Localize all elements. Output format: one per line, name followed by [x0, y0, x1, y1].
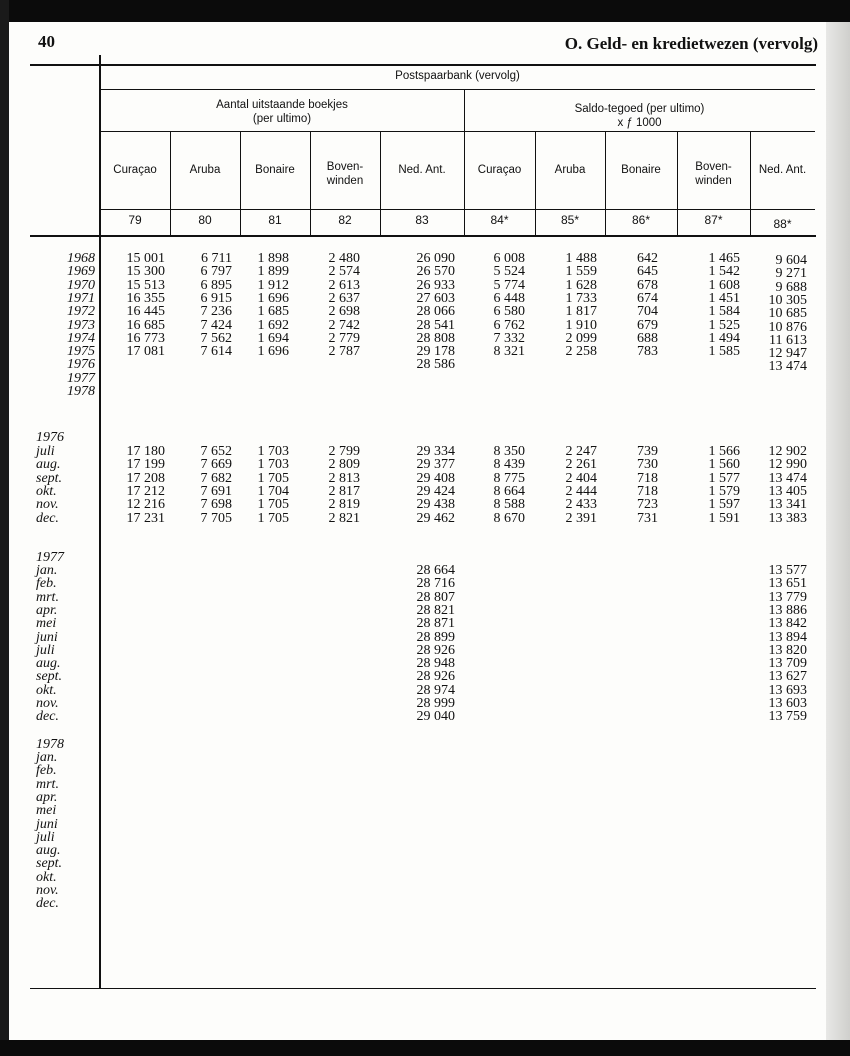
- row-label: feb.: [36, 763, 57, 779]
- row-label: apr.: [36, 602, 58, 618]
- table-cell: 29 040: [416, 709, 455, 725]
- row-label: juli: [36, 444, 55, 459]
- table-cell: 1 566: [708, 444, 740, 459]
- table-cell: 1 577: [708, 470, 740, 486]
- table-cell: 28 999: [416, 696, 455, 711]
- table-cell: 17 231: [126, 510, 165, 526]
- column-header: Aruba: [189, 164, 221, 176]
- table-cell: 15 300: [126, 264, 165, 280]
- table-cell: 2 742: [328, 317, 360, 333]
- table-cell: 28 821: [416, 602, 455, 618]
- column-number: 80: [198, 213, 212, 227]
- table-cell: 29 462: [416, 510, 455, 526]
- row-label: 1972: [67, 304, 95, 320]
- table-cell: 13 577: [768, 563, 807, 578]
- table-cell: 2 813: [328, 470, 360, 486]
- row-label: okt.: [36, 483, 57, 499]
- table-cell: 13 603: [768, 696, 807, 711]
- table-cell: 718: [637, 483, 658, 499]
- table-cell: 6 797: [200, 264, 232, 280]
- column-number: 85*: [560, 213, 580, 227]
- table-cell: 13 693: [768, 682, 807, 698]
- table-cell: 642: [637, 251, 658, 266]
- table-cell: 13 894: [768, 629, 807, 645]
- row-label: apr.: [36, 789, 58, 805]
- table-cell: 1 579: [708, 483, 740, 499]
- column-header: Ned. Ant.: [398, 164, 446, 176]
- group-header-saldo: [464, 102, 815, 130]
- table-cell: 2 258: [565, 344, 597, 360]
- group-label: Saldo-tegoed (per ultimo): [574, 103, 705, 115]
- column-header: Curaçao: [477, 164, 522, 176]
- column-header: Boven- winden: [326, 161, 364, 187]
- row-label: nov.: [36, 696, 59, 711]
- row-label: 1974: [67, 330, 95, 346]
- table-cell: 645: [637, 264, 658, 280]
- table-cell: 1 703: [257, 444, 289, 459]
- table-cell: 9 688: [775, 279, 807, 295]
- table-cell: 13 627: [768, 669, 807, 685]
- table-cell: 13 474: [768, 470, 807, 486]
- table-cell: 1 696: [257, 290, 289, 306]
- table-cell: 28 871: [416, 616, 455, 632]
- row-label: aug.: [36, 656, 61, 672]
- table-cell: 2 809: [328, 457, 360, 473]
- table-cell: 8 350: [493, 444, 525, 459]
- table-cell: 7 691: [200, 483, 232, 499]
- table-cell: 9 271: [775, 266, 807, 282]
- column-header: Boven- winden: [695, 161, 732, 187]
- table-cell: 17 180: [126, 444, 165, 459]
- table-cell: 11 613: [769, 332, 807, 348]
- column-number: 83: [415, 213, 429, 227]
- row-label: okt.: [36, 682, 57, 698]
- table-cell: 674: [637, 290, 658, 306]
- table-cell: 13 886: [768, 602, 807, 618]
- table-cell: 2 247: [565, 444, 597, 459]
- block-heading: 1978: [36, 737, 64, 752]
- table-cell: 13 779: [768, 589, 807, 605]
- scan-border-top: [0, 0, 850, 22]
- table-cell: 1 733: [565, 290, 597, 306]
- page-gutter-shadow: [826, 22, 850, 1040]
- row-label: 1976: [67, 357, 95, 373]
- table-cell: 17 081: [126, 344, 165, 360]
- table-cell: 17 208: [126, 470, 165, 486]
- row-label: nov.: [36, 883, 59, 898]
- table-cell: 2 099: [565, 330, 597, 346]
- table-top-rule: [30, 64, 816, 66]
- row-label: jan.: [36, 750, 58, 765]
- header-bottom-rule: [30, 235, 816, 237]
- row-label: dec.: [36, 896, 59, 912]
- table-cell: 13 709: [768, 656, 807, 672]
- table-cell: 13 405: [768, 483, 807, 499]
- row-label: juli: [36, 829, 55, 845]
- table-cell: 1 898: [257, 251, 289, 266]
- table-cell: 2 261: [565, 457, 597, 473]
- row-label: sept.: [36, 856, 63, 872]
- table-cell: 13 383: [768, 510, 807, 526]
- table-cell: 28 664: [416, 563, 455, 578]
- table-cell: 28 808: [416, 330, 455, 346]
- table-cell: 7 682: [200, 470, 232, 486]
- table-cell: 8 775: [493, 470, 525, 486]
- table-cell: 28 541: [416, 317, 455, 333]
- row-label: sept.: [36, 470, 63, 486]
- row-label: mei: [36, 803, 57, 819]
- table-cell: 7 669: [200, 457, 232, 473]
- chapter-title: O. Geld- en kredietwezen (vervolg): [564, 34, 818, 53]
- table-cell: 26 090: [416, 251, 455, 266]
- row-label: 1971: [67, 290, 95, 306]
- table-cell: 2 480: [328, 251, 360, 266]
- table-cell: 13 842: [768, 616, 807, 632]
- table-cell: 8 588: [493, 497, 525, 513]
- table-cell: 28 716: [416, 576, 455, 592]
- row-label: jan.: [36, 563, 58, 578]
- table-cell: 2 433: [565, 497, 597, 513]
- table-cell: 2 637: [328, 290, 360, 306]
- table-cell: 1 465: [708, 251, 740, 266]
- column-number: 88*: [773, 217, 792, 231]
- table-cell: 12 990: [768, 457, 807, 473]
- table-cell: 678: [637, 277, 658, 293]
- column-number: 87*: [704, 213, 723, 227]
- table-cell: 679: [637, 317, 658, 333]
- row-label: aug.: [36, 843, 61, 859]
- table-cell: 10 305: [768, 292, 807, 308]
- table-cell: 28 586: [416, 357, 455, 373]
- rule: [100, 89, 815, 90]
- table-cell: 7 424: [200, 317, 232, 333]
- table-cell: 1 597: [708, 497, 740, 513]
- column-header: Bonaire: [621, 164, 661, 176]
- table-cell: 29 377: [416, 457, 455, 473]
- table-cell: 739: [637, 444, 658, 459]
- table-cell: 704: [637, 304, 658, 320]
- table-cell: 2 821: [328, 510, 360, 526]
- table-cell: 28 926: [416, 669, 455, 685]
- table-cell: 730: [637, 457, 658, 473]
- table-cell: 28 948: [416, 656, 455, 672]
- table-cell: 688: [637, 330, 658, 346]
- column-header: Ned. Ant.: [758, 164, 807, 176]
- table-cell: 2 817: [328, 483, 360, 499]
- table-cell: 783: [637, 344, 658, 360]
- table-cell: 16 355: [126, 290, 165, 306]
- table-cell: 2 799: [328, 444, 360, 459]
- table-cell: 28 974: [416, 682, 455, 698]
- table-cell: 28 807: [416, 589, 455, 605]
- table-cell: 13 341: [768, 497, 807, 513]
- group-header-boekjes: [100, 98, 464, 126]
- table-cell: 1 692: [257, 317, 289, 333]
- table-cell: 29 438: [416, 497, 455, 513]
- table-cell: 2 698: [328, 304, 360, 320]
- table-cell: 1 705: [257, 470, 289, 486]
- table-cell: 29 424: [416, 483, 455, 499]
- table-cell: 1 685: [257, 304, 289, 320]
- row-label: okt.: [36, 869, 57, 885]
- table-cell: 6 580: [493, 304, 525, 320]
- column-number: 86*: [631, 213, 651, 227]
- row-label: 1977: [67, 370, 95, 386]
- table-cell: 17 199: [126, 457, 165, 473]
- table-cell: 16 685: [126, 317, 165, 333]
- row-label: 1969: [67, 264, 95, 280]
- row-label: sept.: [36, 669, 63, 685]
- row-label: mrt.: [36, 589, 59, 605]
- table-cell: 6 915: [200, 290, 232, 306]
- table-cell: 13 759: [768, 709, 807, 725]
- table-cell: 2 613: [328, 277, 360, 293]
- row-label: juli: [36, 642, 55, 658]
- row-label: 1975: [67, 344, 95, 360]
- table-cell: 1 525: [708, 317, 740, 333]
- table-cell: 7 332: [493, 330, 525, 346]
- block-heading: 1976: [36, 430, 64, 445]
- table-cell: 6 448: [493, 290, 525, 306]
- column-header: Aruba: [554, 164, 586, 176]
- table-cell: 1 696: [257, 344, 289, 360]
- table-cell: 6 895: [200, 277, 232, 293]
- rule: [100, 131, 815, 132]
- table-cell: 7 698: [200, 497, 232, 513]
- table-cell: 1 705: [257, 497, 289, 513]
- table-cell: 1 628: [565, 277, 597, 293]
- table-cell: 1 705: [257, 510, 289, 526]
- column-header: Curaçao: [113, 164, 157, 176]
- group-sublabel: x ƒ 1000: [617, 117, 662, 129]
- row-label: dec.: [36, 510, 59, 526]
- table-cell: 15 001: [126, 251, 165, 266]
- table-cell: 28 899: [416, 629, 455, 645]
- table-cell: 29 334: [416, 444, 455, 459]
- table-cell: 1 910: [565, 317, 597, 333]
- table-cell: 2 787: [328, 344, 360, 360]
- table-cell: 9 604: [775, 253, 807, 268]
- table-cell: 2 779: [328, 330, 360, 346]
- table-cell: 1 560: [708, 457, 740, 473]
- table-cell: 723: [637, 497, 658, 513]
- scan-border-left: [0, 0, 9, 1056]
- table-cell: 26 933: [416, 277, 455, 293]
- row-label: nov.: [36, 497, 59, 513]
- table-title: Postspaarbank (vervolg): [395, 70, 520, 82]
- table-bottom-rule: [30, 988, 816, 989]
- table-cell: 2 574: [328, 264, 360, 280]
- table-cell: 1 694: [257, 330, 289, 346]
- rule: [100, 209, 815, 210]
- table-cell: 28 926: [416, 642, 455, 658]
- column-number: 79: [128, 213, 142, 227]
- column-number: 84*: [490, 213, 509, 227]
- table-cell: 1 817: [565, 304, 597, 320]
- table-cell: 1 542: [708, 264, 740, 280]
- table-cell: 13 474: [768, 359, 807, 375]
- table-cell: 15 513: [126, 277, 165, 293]
- table-cell: 28 066: [416, 304, 455, 320]
- table-cell: 718: [637, 470, 658, 486]
- table-cell: 1 703: [257, 457, 289, 473]
- row-label: juni: [36, 816, 58, 832]
- table-cell: 8 321: [493, 344, 525, 360]
- table-cell: 731: [637, 510, 658, 526]
- table-cell: 1 899: [257, 264, 289, 280]
- table-cell: 7 705: [200, 510, 232, 526]
- table-cell: 13 820: [768, 642, 807, 658]
- group-label: Aantal uitstaande boekjes: [216, 99, 348, 111]
- row-label: 1970: [67, 277, 95, 293]
- row-label: 1978: [67, 384, 95, 399]
- table-cell: 2 444: [565, 483, 597, 499]
- table-cell: 1 591: [708, 510, 740, 526]
- table-cell: 27 603: [416, 290, 455, 306]
- column-number: 81: [268, 213, 282, 227]
- table-cell: 13 651: [768, 576, 807, 592]
- table-cell: 12 947: [768, 346, 807, 362]
- row-label: mrt.: [36, 776, 59, 792]
- group-sublabel: (per ultimo): [252, 113, 312, 125]
- table-cell: 8 670: [493, 510, 525, 526]
- row-label: dec.: [36, 709, 59, 725]
- table-cell: 12 216: [126, 497, 165, 513]
- table-cell: 17 212: [126, 483, 165, 499]
- table-cell: 1 584: [708, 304, 740, 320]
- table-cell: 16 773: [126, 330, 165, 346]
- table-cell: 5 524: [493, 264, 525, 280]
- table-cell: 12 902: [768, 444, 807, 459]
- table-cell: 1 494: [708, 330, 740, 346]
- table-cell: 2 391: [565, 510, 597, 526]
- table-cell: 29 178: [416, 344, 455, 360]
- table-cell: 29 408: [416, 470, 455, 486]
- table-cell: 7 652: [200, 444, 232, 459]
- row-label: 1968: [67, 251, 95, 266]
- table-cell: 10 685: [768, 306, 807, 322]
- table-cell: 26 570: [416, 264, 455, 280]
- table-cell: 5 774: [493, 277, 525, 293]
- block-heading: 1977: [36, 550, 64, 565]
- table-cell: 2 404: [565, 470, 597, 486]
- table-cell: 1 912: [257, 277, 289, 293]
- table-cell: 6 711: [201, 251, 232, 266]
- table-cell: 1 608: [708, 277, 740, 293]
- table-cell: 16 445: [126, 304, 165, 320]
- table-cell: 1 704: [257, 483, 289, 499]
- table-cell: 10 876: [768, 319, 807, 335]
- column-number: 82: [338, 213, 352, 227]
- table-cell: 7 614: [200, 344, 232, 360]
- column-header: Bonaire: [255, 164, 295, 176]
- scan-border-bottom: [0, 1040, 850, 1056]
- table-cell: 6 762: [493, 317, 525, 333]
- table-cell: 8 439: [493, 457, 525, 473]
- row-label: 1973: [67, 317, 95, 333]
- table-cell: 1 488: [565, 251, 597, 266]
- table-cell: 2 819: [328, 497, 360, 513]
- table-cell: 1 585: [708, 344, 740, 360]
- row-label: feb.: [36, 576, 57, 592]
- row-label: mei: [36, 616, 57, 632]
- table-cell: 8 664: [493, 483, 525, 499]
- table-cell: 1 451: [708, 290, 740, 306]
- table-cell: 7 236: [200, 304, 232, 320]
- page-number: 40: [38, 32, 55, 51]
- row-label: juni: [36, 629, 58, 645]
- table-cell: 1 559: [565, 264, 597, 280]
- table-cell: 7 562: [200, 330, 232, 346]
- table-cell: 6 008: [493, 251, 525, 266]
- row-label: aug.: [36, 457, 61, 473]
